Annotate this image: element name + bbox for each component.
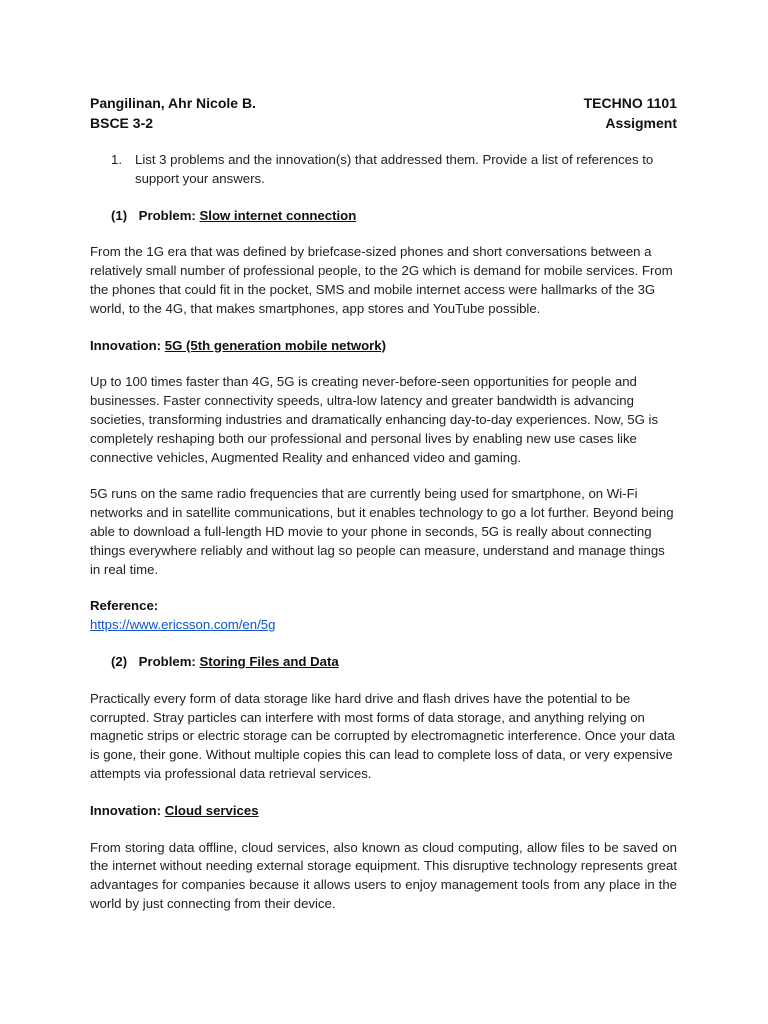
innovation-1-paragraph-2: 5G runs on the same radio frequencies that are currently being used for smartphone, on Wi-Fi networks and in satellite communications, but it enables technology to go a lot further. Beyond being able to download a full-length HD movie to your phone in seconds, 5G is really about connecting things everywhere reliably and without lag so people can measure, understand and manage things in real time. [90, 486, 674, 577]
problem-1-label: Problem: [138, 207, 196, 223]
question-number: 1. [111, 152, 122, 167]
student-section: BSCE 3-2 [90, 115, 154, 131]
problem-1-title: Slow internet connection [199, 207, 357, 223]
course-code: TECHNO 1101 [583, 95, 677, 111]
problem-1-number: (1) [111, 207, 128, 223]
problem-1-heading [90, 207, 677, 226]
reference-link-row [90, 616, 677, 635]
innovation-1-title: 5G (5th generation mobile network) [164, 337, 387, 353]
innovation-2-label: Innovation: [90, 802, 162, 818]
problem-2-number: (2) [111, 653, 128, 669]
innovation-2-heading [90, 802, 677, 821]
reference-label: Reference: [90, 598, 159, 614]
question-text: List 3 problems and the innovation(s) that addressed them. Provide a list of references to support your answers. [135, 152, 654, 186]
student-name: Pangilinan, Ahr Nicole B. [90, 95, 256, 111]
document-type: Assigment [605, 115, 677, 131]
innovation-1-heading [90, 337, 677, 356]
innovation-1-label: Innovation: [90, 337, 162, 353]
header-row-1 [90, 93, 677, 113]
header-row-2 [90, 113, 677, 133]
innovation-2-paragraph-1: From storing data offline, cloud services, also known as cloud computing, allow files to be saved on the internet without needing external storage equipment. This disruptive technology represents great advantages for companies because it allows users to enjoy management tools from any place in the world by just connecting from their device. [90, 839, 677, 911]
reference-link[interactable]: https://www.ericsson.com/en/5g [90, 617, 276, 633]
problem-1-paragraph: From the 1G era that was defined by briefcase-sized phones and short conversations between a relatively small number of professional people, to the 2G which is demand for mobile services. From the phones that could fit in the pocket, SMS and mobile internet access were hallmarks of the 3G world, to the 4G, that makes smartphones, app stores and YouTube possible. [90, 244, 673, 316]
innovation-2-title: Cloud services [164, 802, 259, 818]
problem-2-title: Storing Files and Data [199, 653, 339, 669]
problem-2-heading [90, 653, 677, 672]
innovation-1-paragraph-1: Up to 100 times faster than 4G, 5G is creating never-before-seen opportunities for people and businesses. Faster connectivity speeds, ultra-low latency and greater bandwidth is advancing societies, transforming industries and dramatically enhancing day-to-day experiences. Now, 5G is completely reshaping both our professional and personal lives by enabling new use cases like connective vehicles, Augmented Reality and enhanced video and gaming. [90, 374, 659, 465]
problem-2-label: Problem: [138, 653, 196, 669]
question-item [90, 151, 677, 189]
problem-2-paragraph: Practically every form of data storage like hard drive and flash drives have the potential to be corrupted. Stray particles can interfere with most forms of data storage, and anything relying on magnetic strips or electric storage can be corrupted by electromagnetic interference. Once your data is gone, their gone. Without multiple copies this can lead to complete loss of data, or very expensive attempts via professional data retrieval services. [90, 690, 675, 781]
